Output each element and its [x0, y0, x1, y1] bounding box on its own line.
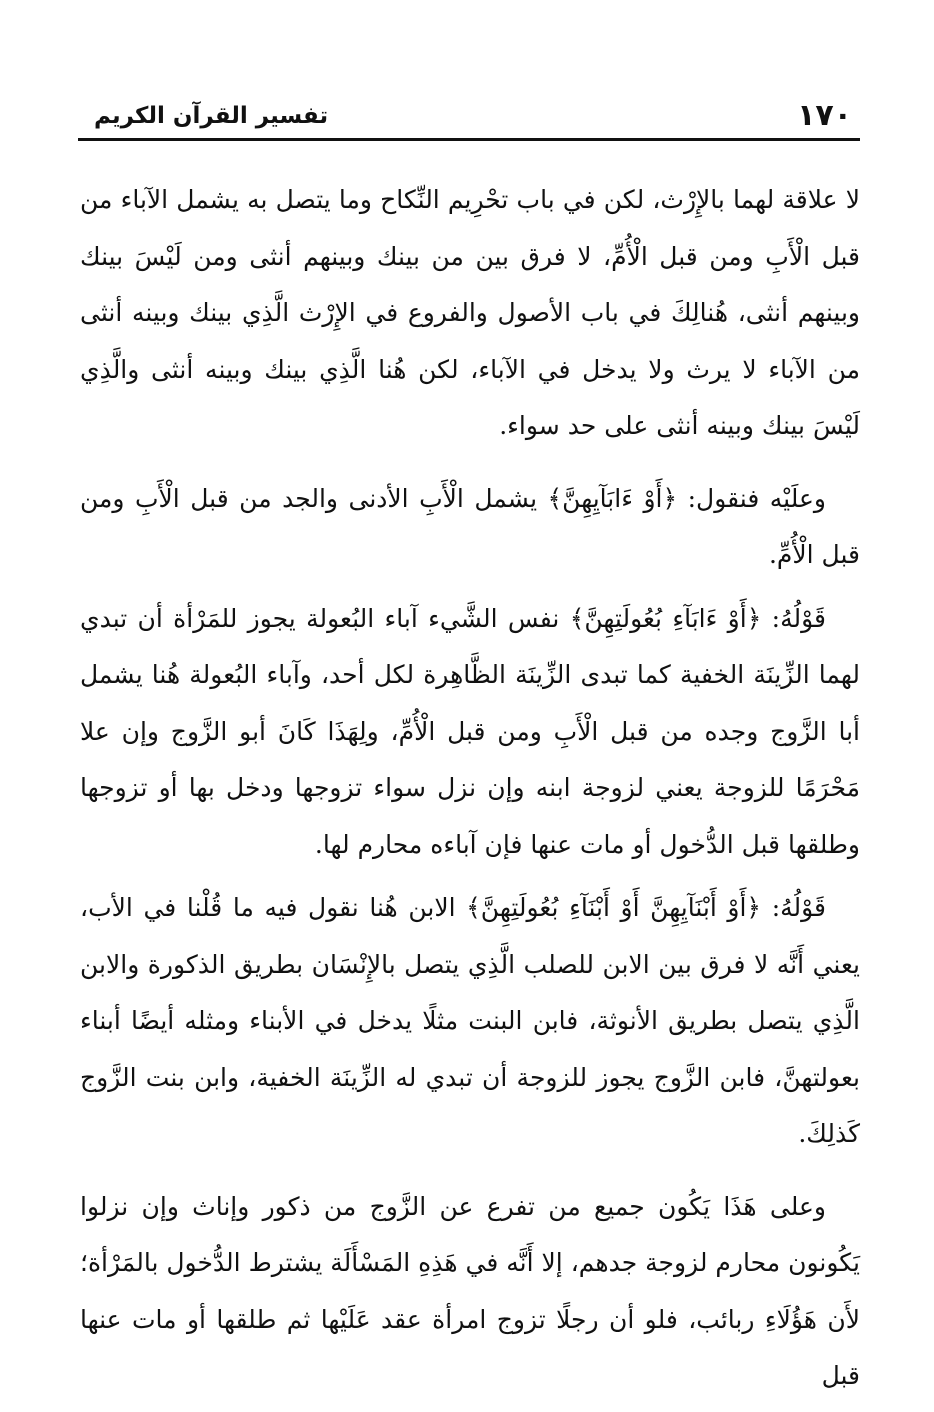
paragraph-4: قَوْلُهُ: ﴿أَوْ أَبْنَآيِهِنَّ أَوْ أَبْنَآءِ بُعُولَتِهِنَّ﴾ الابن هُنا نقول فيه ما قُلْنا في الأب، يعني أَنَّه لا فرق بين الابن للصلب الَّذِي يتصل بالإِنْسَان بطريق الذكورة والابن الَّذِي يتصل بطريق الأنوثة، فابن البنت مثلًا يدخل في الأبناء ومثله أيضًا أبناء بعولتهنَّ، فابن الزَّوج يجوز للزوجة أن تبدي له الزِّينَة الخفية، وابن بنت الزَّوج كَذلِكَ.: [80, 893, 860, 1148]
running-title: تفسير القرآن الكريم: [94, 103, 329, 129]
paragraph-1: لا علاقة لهما بالإِرْث، لكن في باب تحْرِيم النِّكاح وما يتصل به يشمل الآباء من قبل الْأَبِ ومن قبل الْأُمِّ، لا فرق بين من بينك وبينهم أنثى ومن لَيْسَ بينك وبينهم أنثى، هُنالِكَ في باب الأصول والفروع في الإِرْث الَّذِي بينك وبينه أنثى من الآباء لا يرث ولا يدخل في الآباء، لكن هُنا الَّذِي بينك وبينه أنثى والَّذِي لَيْسَ بينك وبينه أنثى على حد سواء.: [80, 185, 860, 440]
page-number: ١٧٠: [797, 98, 852, 133]
paragraph-2: وعلَيْه فنقول: ﴿أَوْ ءَابَآيِهِنَّ﴾ يشمل الْأَبِ الأدنى والجد من قبل الْأَبِ ومن قبل الْأُمِّ.: [80, 483, 860, 569]
page-header: [78, 96, 860, 136]
paragraph-5: وعلى هَذَا يَكُون جميع من تفرع عن الزَّوج من ذكور وإناث وإن نزلوا يَكُونون محارم لزوجة جدهم، إلا أَنَّه في هَذِهِ المَسْأَلَة يشترط الدُّخول بالمَرْأة؛ لأَن هَؤُلَاءِ ربائب، فلو أن رجلًا تزوج امرأة عقد عَلَيْها ثم طلقها أو مات عنها قبل: [80, 1191, 860, 1390]
paragraph-3: قَوْلُهُ: ﴿أَوْ ءَابَآءِ بُعُولَتِهِنَّ﴾ نفس الشَّيء آباء البُعولة يجوز للمَرْأة أن تبدي لهما الزِّينَة الخفية كما تبدى الزِّينَة الظَّاهِرة لكل أحد، وآباء البُعولة هُنا يشمل أبا الزَّوج وجده من قبل الْأَبِ ومن قبل الْأُمِّ، ولِهَذَا كَانَ أبو الزَّوج وإن علا مَحْرَمًا للزوجة يعني لزوجة ابنه وإن نزل سواء تزوجها ودخل بها أو تزوجها وطلقها قبل الدُّخول أو مات عنها فإن آباءه محارم لها.: [80, 603, 860, 859]
header-divider: [78, 138, 860, 141]
page-body: [80, 172, 860, 1412]
